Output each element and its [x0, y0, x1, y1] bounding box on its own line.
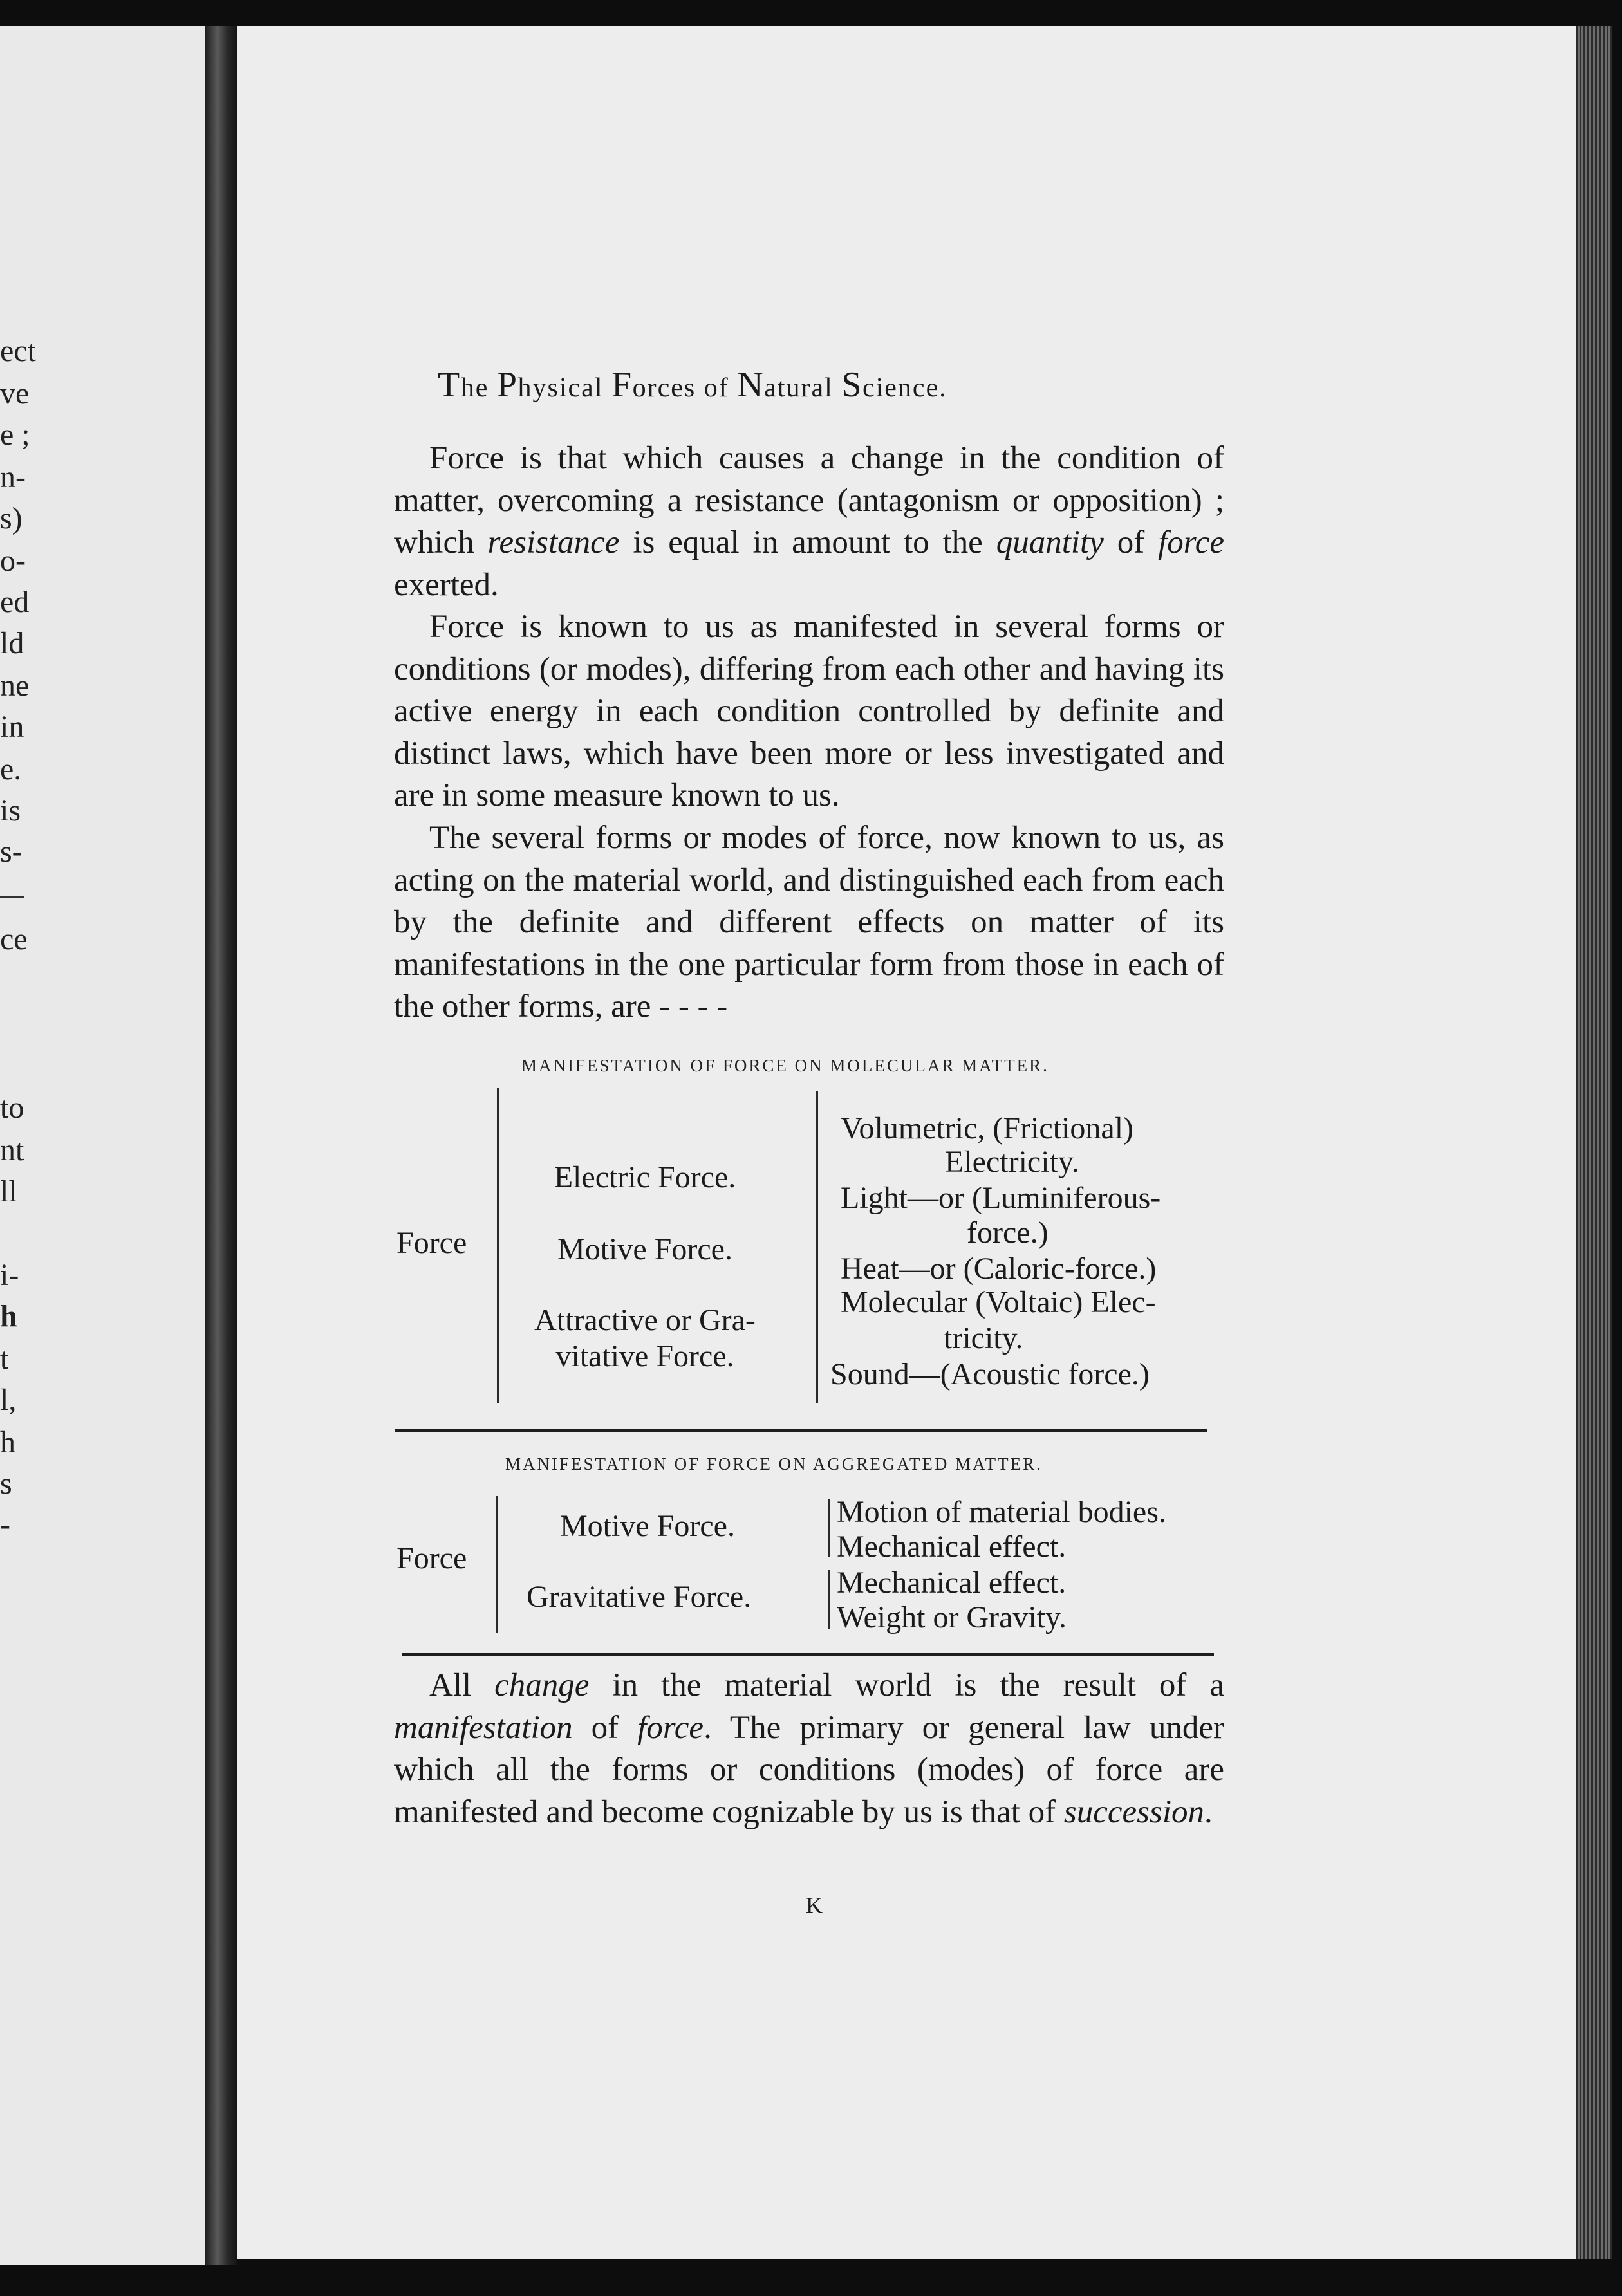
left-fragment: e.	[0, 752, 22, 786]
effect-item: Volumetric, (Frictional)	[841, 1111, 1134, 1145]
left-fragment: to	[0, 1091, 24, 1125]
effect-item: force.)	[967, 1216, 1049, 1250]
left-fragment: h	[0, 1299, 17, 1333]
signature-mark: K	[806, 1893, 823, 1918]
left-fragment: e ;	[0, 418, 30, 452]
force-item: Attractive or Gra-	[534, 1303, 756, 1337]
effect-item: Light—or (Luminiferous-	[841, 1181, 1161, 1215]
left-fragment: ne	[0, 669, 30, 703]
table-caption-molecular: MANIFESTATION OF FORCE ON MOLECULAR MATTER.	[521, 1056, 1049, 1075]
table-divider	[402, 1653, 1214, 1656]
left-fragment: is	[0, 793, 21, 828]
left-fragment: s	[0, 1467, 12, 1501]
effect-item: Weight or Gravity.	[837, 1600, 1067, 1634]
effect-item: Mechanical effect.	[837, 1530, 1067, 1564]
left-fragment: -	[0, 1508, 10, 1542]
paragraph-change: All change in the material world is the result of a manifestation of force. The primary or general law under which all the forms or conditions (modes) of force are manifested and become cognizable by us is that of succession.	[394, 1667, 1225, 1830]
left-fragment: ll	[0, 1174, 17, 1208]
effect-item: Electricity.	[945, 1145, 1079, 1179]
left-fragment-rule	[0, 896, 24, 898]
page-edges	[1576, 26, 1612, 2259]
left-fragment: ce	[0, 922, 28, 956]
force-item: Gravitative Force.	[527, 1580, 752, 1614]
force-item: vitative Force.	[555, 1339, 734, 1373]
effect-item: Molecular (Voltaic) Elec-	[841, 1285, 1156, 1319]
left-fragment: t	[0, 1342, 9, 1376]
left-fragment: ed	[0, 585, 30, 619]
left-fragment: in	[0, 710, 24, 744]
effect-item: Motion of material bodies.	[837, 1495, 1166, 1529]
left-fragment: n-	[0, 460, 26, 494]
left-fragment: nt	[0, 1133, 24, 1167]
book-gutter	[205, 26, 237, 2265]
brace-right	[828, 1570, 830, 1629]
effect-item: Sound—(Acoustic force.)	[830, 1357, 1150, 1391]
force-item: Electric Force.	[554, 1160, 736, 1194]
left-fragment: o-	[0, 544, 26, 578]
table-root-label: Force	[396, 1226, 467, 1260]
left-fragment: ect	[0, 334, 36, 368]
left-fragment: ve	[0, 376, 30, 411]
table-divider	[395, 1429, 1207, 1432]
table-caption-aggregated: MANIFESTATION OF FORCE ON AGGREGATED MATTER.	[505, 1454, 1043, 1474]
paragraph-definition: Force is that which causes a change in the condition of matter, overcoming a resistance (antagonism or opposition) ; which resistance is equal in amount to the quantity of force exerted.	[394, 440, 1225, 603]
table-root-label: Force	[396, 1541, 467, 1575]
left-fragment: h	[0, 1425, 15, 1459]
left-fragment: s)	[0, 501, 23, 535]
brace-right	[828, 1499, 830, 1557]
paragraph-modes: Force is known to us as manifested in several forms or conditions (or modes), differing from each other and having its active energy in each condition controlled by definite and distinct laws, which have been more or less investigated and are in some measure known to us.	[394, 609, 1224, 813]
force-item: Motive Force.	[557, 1232, 732, 1266]
left-fragment: ld	[0, 626, 24, 660]
left-fragment: l,	[0, 1383, 17, 1417]
paragraph-forms: The several forms or modes of force, now known to us, as acting on the material world, and distinguished each from each by the definite and different effects on matter of its manifestations in the one particular form from those in each of the other forms, are - - - -	[394, 820, 1224, 1024]
force-item: Motive Force.	[560, 1509, 735, 1543]
brace-left	[496, 1496, 498, 1633]
brace-left	[497, 1088, 499, 1403]
effect-item: tricity.	[944, 1321, 1023, 1355]
left-fragment: i-	[0, 1258, 19, 1292]
left-fragment: s-	[0, 835, 23, 869]
page-title: The Physical Forces of Natural Science.	[438, 365, 947, 405]
effect-item: Mechanical effect.	[837, 1566, 1067, 1600]
brace-right	[816, 1091, 818, 1403]
effect-item: Heat—or (Caloric-force.)	[841, 1252, 1157, 1286]
